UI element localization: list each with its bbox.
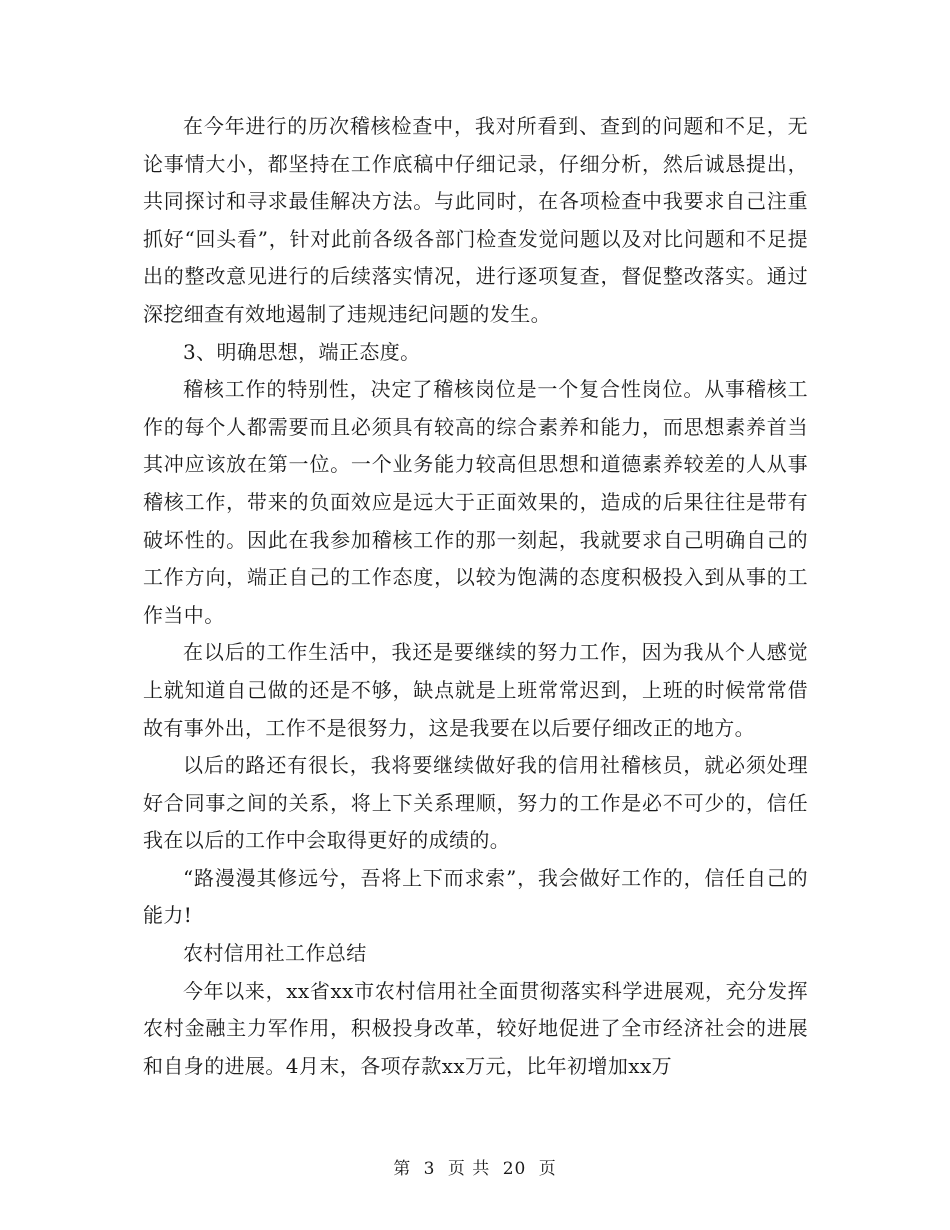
section-title: 农村信用社工作总结 bbox=[183, 941, 367, 966]
paragraph-heading-attitude: 3、明确思想，端正态度。 bbox=[183, 339, 421, 364]
paragraph-quote: “路漫漫其修远兮，吾将上下而求索”，我会做好工作的，信任自己的能力! bbox=[143, 865, 808, 928]
paragraph-self-improvement: 在以后的工作生活中，我还是要继续的努力工作，因为我从个人感觉上就知道自己做的还是不够，缺点就是上班常常迟到，上班的时候常常借故有事外出，工作不是很努力，这是我要在以后要仔细改正的地方。 bbox=[143, 640, 808, 740]
page-footer bbox=[0, 1154, 950, 1179]
footer-page-current: 3 bbox=[423, 1159, 436, 1179]
footer-page-suffix: 页 bbox=[538, 1159, 557, 1179]
footer-page-label: 第 bbox=[393, 1159, 412, 1179]
footer-page-mid: 页 共 bbox=[447, 1159, 491, 1179]
paragraph-future-road: 以后的路还有很长，我将要继续做好我的信用社稽核员，就必须处理好合同事之间的关系，将上下关系理顺，努力的工作是必不可少的，信任我在以后的工作中会取得更好的成绩的。 bbox=[143, 753, 808, 853]
document-body bbox=[143, 108, 808, 1085]
footer-page-total: 20 bbox=[502, 1159, 527, 1179]
paragraph-audit-nature: 稽核工作的特别性，决定了稽核岗位是一个复合性岗位。从事稽核工作的每个人都需要而且必须具有较高的综合素养和能力，而思想素养首当其冲应该放在第一位。一个业务能力较高但思想和道德素养较差的人从事稽核工作，带来的负面效应是远大于正面效果的，造成的后果往往是带有破坏性的。因此在我参加稽核工作的那一刻起，我就要求自己明确自己的工作方向，端正自己的工作态度，以较为饱满的态度积极投入到从事的工作当中。 bbox=[143, 377, 808, 627]
paragraph-audit-checks: 在今年进行的历次稽核检查中，我对所看到、查到的问题和不足，无论事情大小，都坚持在工作底稿中仔细记录，仔细分析，然后诚恳提出，共同探讨和寻求最佳解决方法。与此同时，在各项检查中我要求自己注重抓好“回头看”，针对此前各级各部门检查发觉问题以及对比问题和不足提出的整改意见进行的后续落实情况，进行逐项复查，督促整改落实。通过深挖细查有效地遏制了违规违纪问题的发生。 bbox=[143, 114, 808, 326]
paragraph-summary-intro: 今年以来，xx省xx市农村信用社全面贯彻落实科学进展观，充分发挥农村金融主力军作用，积极投身改革，较好地促进了全市经济社会的进展和自身的进展。4月末，各项存款xx万元，比年初增加xx万 bbox=[143, 978, 808, 1078]
